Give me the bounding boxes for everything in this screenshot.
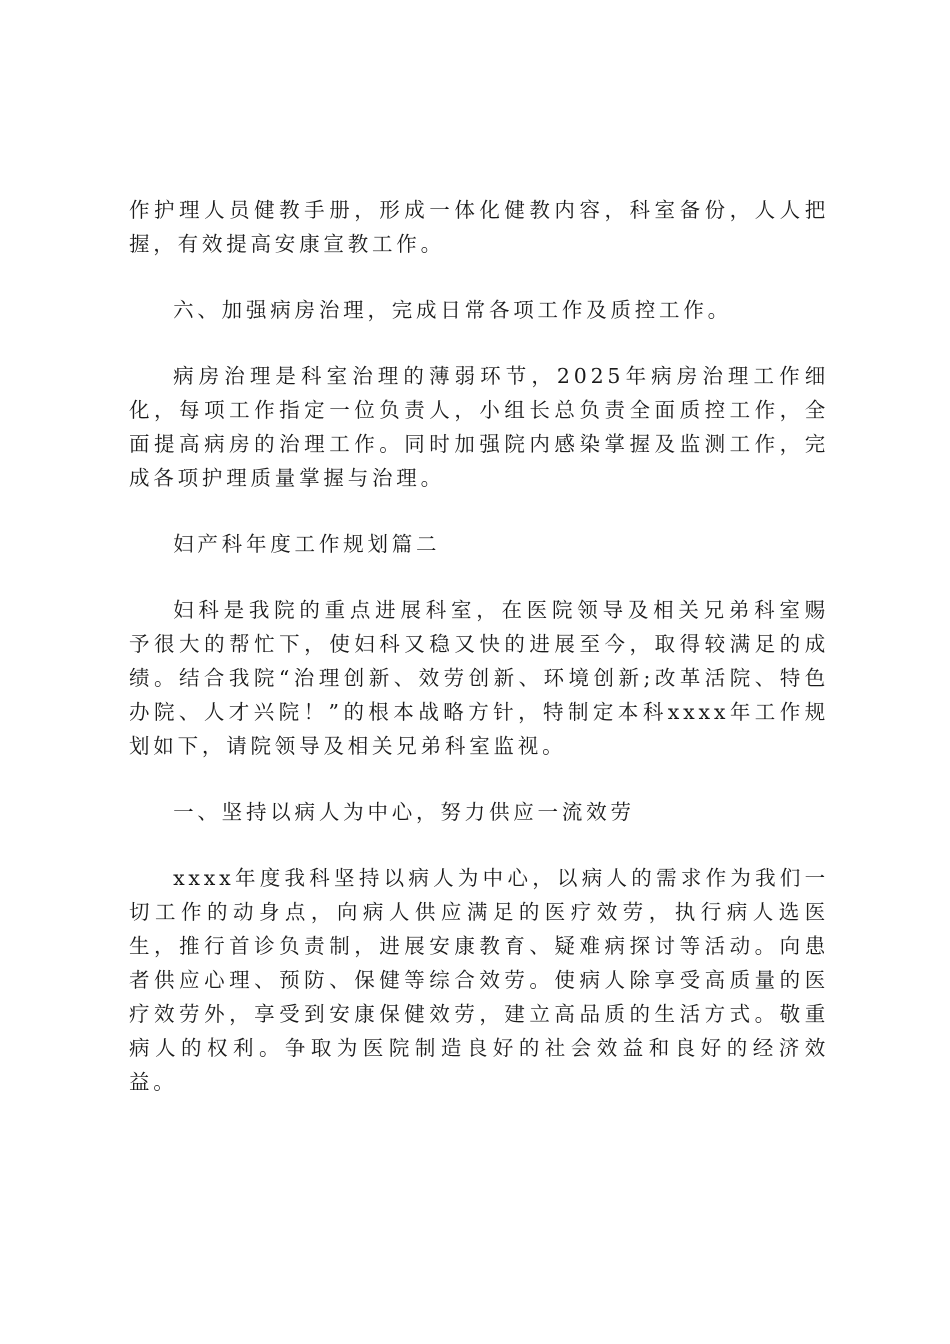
paragraph-ward-management: 病房治理是科室治理的薄弱环节，2025年病房治理工作细化，每项工作指定一位负责人，小组长总负责全面质控工作，全面提高病房的治理工作。同时加强院内感染掌握及监测工作，完成各项护理质量掌握与治理。	[129, 364, 829, 490]
section-heading-patient-centered: 一、坚持以病人为中心，努力供应一流效劳	[173, 800, 635, 824]
paragraph-health-education-continuation: 作护理人员健教手册，形成一体化健教内容，科室备份，人人把握，有效提高安康宣教工作。	[129, 198, 829, 256]
article-title-part-two: 妇产科年度工作规划篇二	[173, 532, 441, 556]
paragraph-gynecology-intro: 妇科是我院的重点进展科室，在医院领导及相关兄弟科室赐予很大的帮忙下，使妇科又稳又快的进展至今，取得较满足的成绩。结合我院“治理创新、效劳创新、环境创新;改革活院、特色办院、人才兴院！”的根本战略方针，特制定本科xxxx年工作规划如下，请院领导及相关兄弟科室监视。	[129, 598, 829, 758]
paragraph-patient-centered: xxxx年度我科坚持以病人为中心，以病人的需求作为我们一切工作的动身点，向病人供应满足的医疗效劳，执行病人选医生，推行首诊负责制，进展安康教育、疑难病探讨等活动。向患者供应心理、预防、保健等综合效劳。使病人除享受高质量的医疗效劳外，享受到安康保健效劳，建立高品质的生活方式。敬重病人的权利。争取为医院制造良好的社会效益和良好的经济效益。	[129, 866, 829, 1094]
document-body	[129, 190, 829, 1102]
section-heading-ward-management: 六、加强病房治理，完成日常各项工作及质控工作。	[173, 298, 732, 322]
